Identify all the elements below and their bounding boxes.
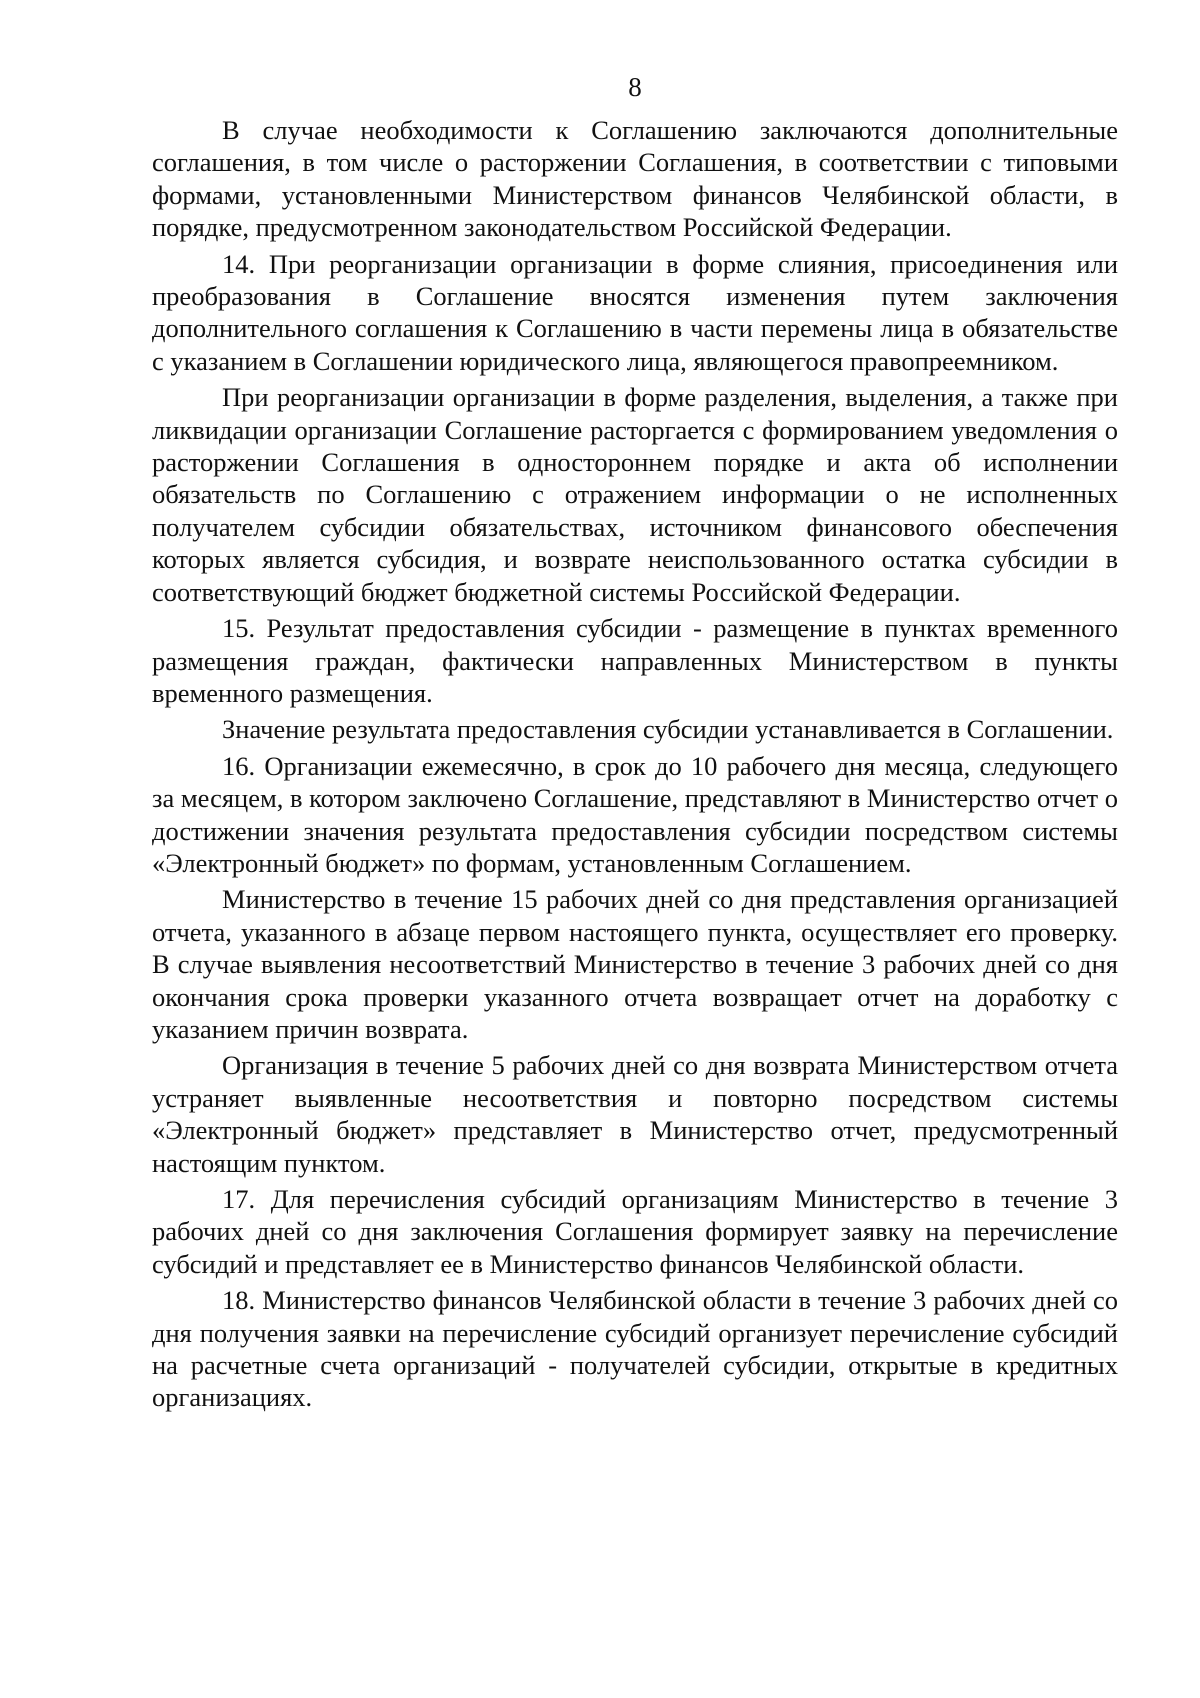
paragraph-15-result: 15. Результат предоставления субсидии - размещение в пунктах временного размещения граждан, фактически направленных Министерством в пункты временного размещения. xyxy=(152,613,1118,708)
paragraph-16-verification: Министерство в течение 15 рабочих дней со дня представления организацией отчета, указанного в абзаце первом настоящего пункта, осуществляет его проверку. В случае выявления несоответствий Министерство в течение 3 рабочих дней со дня окончания срока проверки указанного отчета возвращает отчет на доработку с указанием причин возврата. xyxy=(152,884,1118,1044)
paragraph-15-result-value: Значение результата предоставления субсидии устанавливается в Соглашении. xyxy=(222,714,1114,745)
paragraph-18-transfer: 18. Министерство финансов Челябинской области в течение 3 рабочих дней со дня получения заявки на перечисление субсидий организует перечисление субсидий на расчетные счета организаций - получателей субсидии, открытые в кредитных организациях. xyxy=(152,1285,1118,1413)
paragraph-14-reorganization: 14. При реорганизации организации в форме слияния, присоединения или преобразования в Соглашение вносятся изменения путем заключения дополнительного соглашения к Соглашению в части перемены лица в обязательстве с указанием в Соглашении юридического лица, являющегося правопреемником. xyxy=(152,248,1118,376)
paragraph-17-transfer-request: 17. Для перечисления субсидий организациям Министерство в течение 3 рабочих дней со дня заключения Соглашения формирует заявку на перечисление субсидий и представляет ее в Министерство финансов Челябинской области. xyxy=(152,1184,1118,1279)
paragraph-16-correction: Организация в течение 5 рабочих дней со дня возврата Министерством отчета устраняет выявленные несоответствия и повторно посредством системы «Электронный бюджет» представляет в Министерство отчет, предусмотренный настоящим пунктом. xyxy=(152,1050,1118,1178)
paragraph-additional-agreements: В случае необходимости к Соглашению заключаются дополнительные соглашения, в том числе о расторжении Соглашения, в соответствии с типовыми формами, установленными Министерством финансов Челябинской области, в порядке, предусмотренном законодательством Российской Федерации. xyxy=(152,115,1118,243)
document-page xyxy=(152,70,1118,1414)
page-number: 8 xyxy=(628,72,642,102)
paragraph-16-reporting: 16. Организации ежемесячно, в срок до 10 рабочего дня месяца, следующего за месяцем, в котором заключено Соглашение, представляют в Министерство отчет о достижении значения результата предоставления субсидии посредством системы «Электронный бюджет» по формам, установленным Соглашением. xyxy=(152,750,1118,878)
paragraph-14-liquidation: При реорганизации организации в форме разделения, выделения, а также при ликвидации организации Соглашение расторгается с формированием уведомления о расторжении Соглашения в одностороннем порядке и акта об исполнении обязательств по Соглашению с отражением информации о не исполненных получателем субсидии обязательствах, источником финансового обеспечения которых является субсидия, и возврате неиспользованного остатка субсидии в соответствующий бюджет бюджетной системы Российской Федерации. xyxy=(152,382,1118,607)
